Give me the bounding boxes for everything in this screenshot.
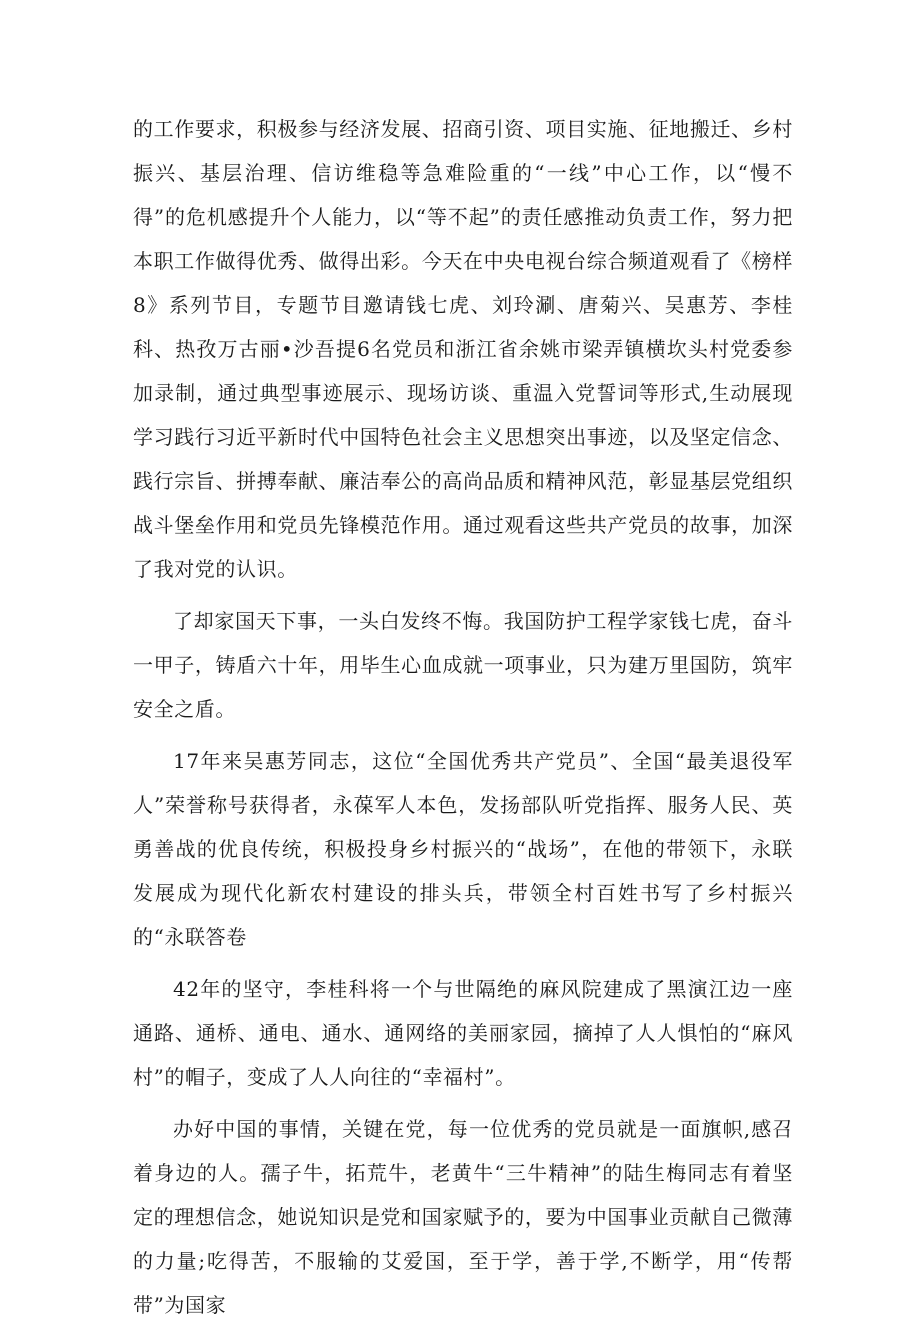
paragraph: 17年来吴惠芳同志，这位“全国优秀共产党员”、全国“最美退役军人”荣誉称号获得者，永葆军人本色，发扬部队听党指挥、服务人民、英勇善战的优良传统，积极投身乡村振兴的“战场”，在他的带领下，永联发展成为现代化新农村建设的排头兵，带领全村百姓书写了乡村振兴的“永联答卷 [133,749,793,949]
paragraph: 了却家国天下事，一头白发终不悔。我国防护工程学家钱七虎，奋斗一甲子，铸盾六十年，用毕生心血成就一项事业，只为建万里国防，筑牢安全之盾。 [133,609,793,721]
document-body [133,107,793,1327]
paragraph: 42年的坚守，李桂科将一个与世隔绝的麻风院建成了黑演江边一座通路、通桥、通电、通水、通网络的美丽家园，摘掉了人人惧怕的“麻风村”的帽子，变成了人人向往的“幸福村”。 [133,977,793,1089]
paragraph: 的工作要求，积极参与经济发展、招商引资、项目实施、征地搬迁、乡村振兴、基层治理、信访维稳等急难险重的“一线”中心工作，以“慢不得”的危机感提升个人能力，以“等不起”的责任感推动负责工作，努力把本职工作做得优秀、做得出彩。今天在中央电视台综合频道观看了《榜样8》系列节目，专题节目邀请钱七虎、刘玲涮、唐菊兴、吴惠芳、李桂科、热孜万古丽•沙吾提6名党员和浙江省余姚市梁弄镇横坎头村党委参加录制，通过典型事迹展示、现场访谈、重温入党誓词等形式,生动展现学习践行习近平新时代中国特色社会主义思想突出事迹，以及坚定信念、践行宗旨、拼搏奉献、廉洁奉公的高尚品质和精神风范，彰显基层党组织战斗堡垒作用和党员先锋模范作用。通过观看这些共产党员的故事，加深了我对党的认识。 [133,117,793,581]
paragraph: 办好中国的事情，关键在党，每一位优秀的党员就是一面旗帜,感召着身边的人。孺子牛，拓荒牛，老黄牛“三牛精神”的陆生梅同志有着坚定的理想信念，她说知识是党和国家赋予的，要为中国事业贡献自己微薄的力量;吃得苦，不服输的艾爱国，至于学，善于学,不断学，用“传帮带”为国家 [133,1117,793,1317]
